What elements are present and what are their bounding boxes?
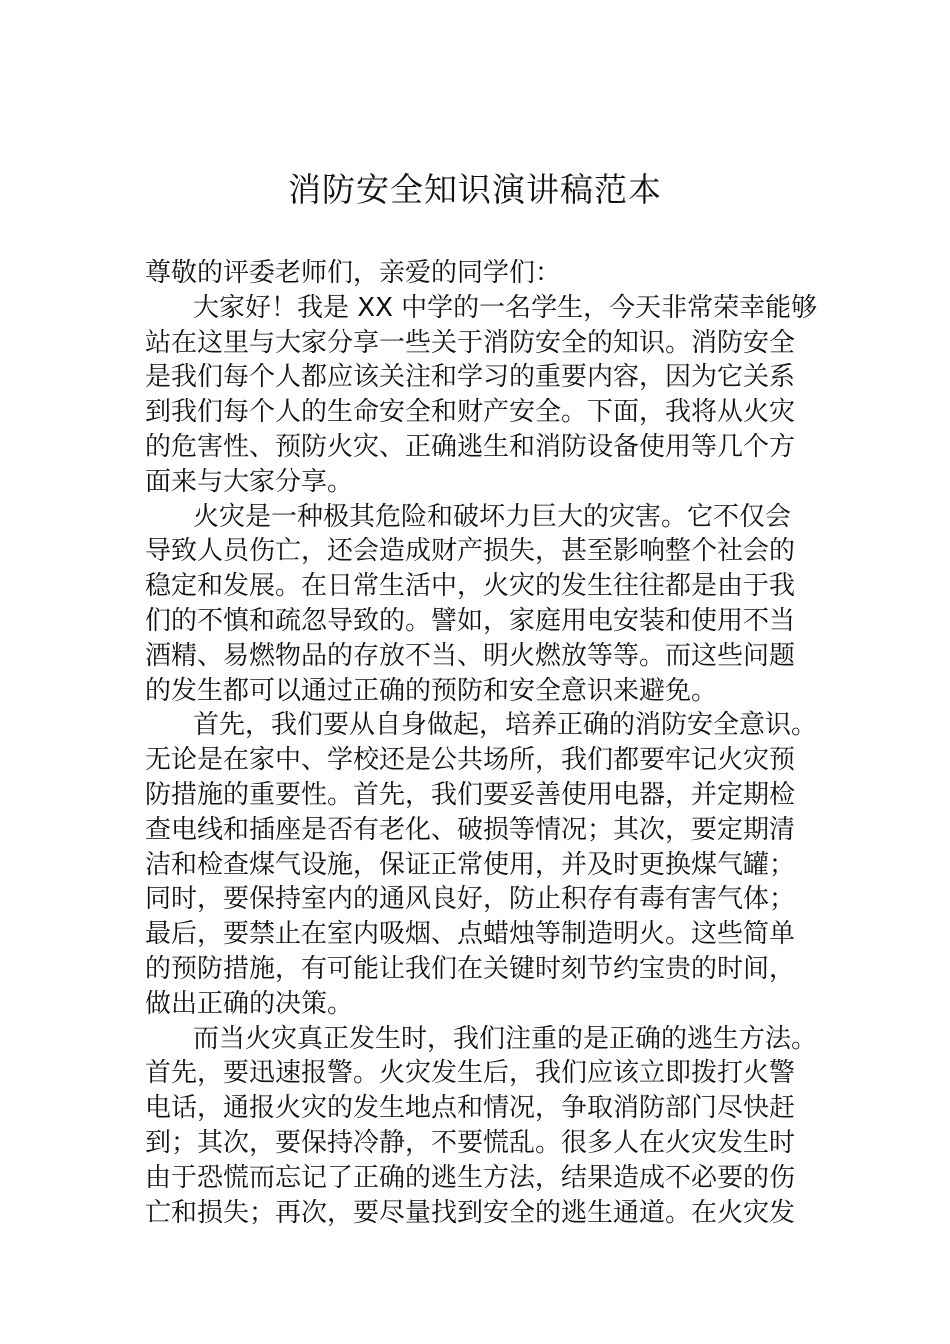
paragraph-line: 无论是在家中、学校还是公共场所，我们都要牢记火灾预 (145, 745, 796, 776)
paragraph (145, 708, 818, 1021)
paragraph-line: 站在这里与大家分享一些关于消防安全的知识。消防安全 (145, 327, 796, 358)
paragraph-line: 们的不慎和疏忽导致的。譬如，家庭用电安装和使用不当 (145, 605, 796, 636)
paragraph-line: 到；其次，要保持冷静，不要慌乱。很多人在火灾发生时 (145, 1127, 796, 1158)
paragraph-line: 防措施的重要性。首先，我们要妥善使用电器，并定期检 (145, 779, 796, 810)
paragraph-line: 而当火灾真正发生时，我们注重的是正确的逃生方法。 (193, 1023, 818, 1054)
paragraph-line: 首先，要迅速报警。火灾发生后，我们应该立即拨打火警 (145, 1058, 796, 1089)
salutation: 尊敬的评委老师们，亲爱的同学们： (145, 258, 562, 288)
paragraph (145, 1022, 818, 1231)
paragraph-line: 的危害性、预防火灾、正确逃生和消防设备使用等几个方 (145, 431, 796, 462)
paragraph-line: 稳定和发展。在日常生活中，火灾的发生往往都是由于我 (145, 571, 796, 602)
paragraph-line: 最后，要禁止在室内吸烟、点蜡烛等制造明火。这些简单 (145, 919, 796, 950)
paragraph-line: 查电线和插座是否有老化、破损等情况；其次，要定期清 (145, 814, 796, 845)
paragraph-line: 同时，要保持室内的通风良好，防止积存有毒有害气体； (145, 884, 796, 915)
paragraph-line: 导致人员伤亡，还会造成财产损失，甚至影响整个社会的 (145, 536, 796, 567)
paragraph (145, 291, 818, 500)
paragraph-line: 面来与大家分享。 (145, 466, 354, 497)
paragraph-line: 大家好！我是 XX 中学的一名学生，今天非常荣幸能够 (193, 292, 818, 323)
paragraph-line: 做出正确的决策。 (145, 988, 354, 1019)
paragraph-line: 首先，我们要从自身做起，培养正确的消防安全意识。 (193, 710, 818, 741)
paragraph-line: 的发生都可以通过正确的预防和安全意识来避免。 (145, 675, 718, 706)
paragraph-line: 到我们每个人的生命安全和财产安全。下面，我将从火灾 (145, 397, 796, 428)
document-body (145, 256, 818, 1230)
paragraph-line: 由于恐慌而忘记了正确的逃生方法，结果造成不必要的伤 (145, 1162, 796, 1193)
paragraph-line: 是我们每个人都应该关注和学习的重要内容，因为它关系 (145, 362, 796, 393)
paragraph-line: 火灾是一种极其危险和破坏力巨大的灾害。它不仅会 (193, 501, 792, 532)
paragraph-list (145, 291, 818, 1231)
paragraph-line: 电话，通报火灾的发生地点和情况，争取消防部门尽快赶 (145, 1093, 796, 1124)
document-title: 消防安全知识演讲稿范本 (288, 170, 662, 209)
paragraph-line: 的预防措施，有可能让我们在关键时刻节约宝贵的时间， (145, 953, 796, 984)
paragraph-line: 洁和检查煤气设施，保证正常使用，并及时更换煤气罐； (145, 849, 796, 880)
paragraph-line: 酒精、易燃物品的存放不当、明火燃放等等。而这些问题 (145, 640, 796, 671)
paragraph (145, 500, 813, 709)
paragraph-line: 亡和损失；再次，要尽量找到安全的逃生通道。在火灾发 (145, 1197, 796, 1228)
